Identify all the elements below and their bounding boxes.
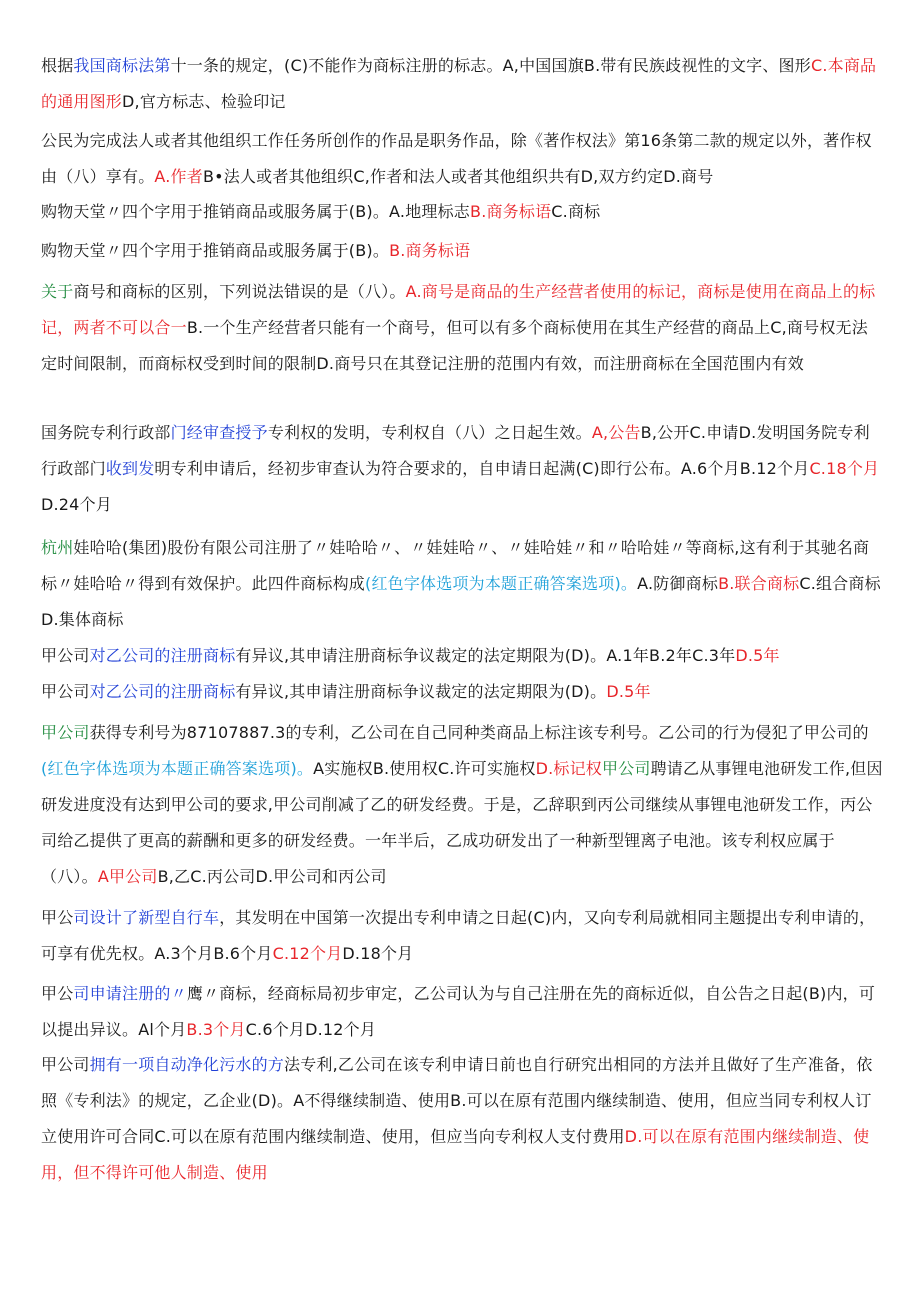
question-work-copyright: 公民为完成法人或者其他组织工作任务所创作的作品是职务作品，除《著作权法》第16条第二款的规定以外，著作权由（八）享有。A.作者B•法人或者其他组织C,作者和法人或者其他组织共有D,双方约定D.商号 — [41, 131, 872, 186]
question-bicycle-priority: 甲公司设计了新型自行车，其发明在中国第一次提出专利申请之日起(C)内，又向专利局就相同主题提出专利申请的，可享有优先权。A.3个月B.6个月C.12个月D.18个月 — [41, 908, 876, 963]
question-patent-effective-date: 国务院专利行政部门经审查授予专利权的发明，专利权自（八）之日起生效。A,公告B,公开C.申请D.发明国务院专利行政部门收到发明专利申请后，经初步审查认为符合要求的，自申请日起满(C)即行公布。A.6个月B.12个月C.18个月D.24个月 — [41, 423, 880, 514]
question-trademark-article-11: 根据我国商标法第十一条的规定，(C)不能作为商标注册的标志。A,中国国旗B.带有民族歧视性的文字、图形C.本商品的通用图形D,官方标志、检验印记 — [41, 56, 877, 111]
question-tradename-vs-trademark: 关于商号和商标的区别，下列说法错误的是（八）。A.商号是商品的生产经营者使用的标记，商标是使用在商品上的标记，两者不可以合一B.一个生产经营者只能有一个商号，但可以有多个商标使用在其生产经营的商品上C,商号权无法定时间限制，而商标权受到时间的限制D.商号只在其登记注册的范围内有效，而注册商标在全国范围内有效 — [41, 282, 876, 373]
question-patent-mark-and-battery: 甲公司获得专利号为87107887.3的专利，乙公司在自己同种类商品上标注该专利号。乙公司的行为侵犯了甲公司的(红色字体选项为本题正确答案选项)。A实施权B.使用权C.许可实施权D.标记权甲公司聘请乙从事锂电池研发工作,但因研发进度没有达到甲公司的要求,甲公司削减了乙的研发经费。于是，乙辞职到丙公司继续从事锂电池研发工作，丙公司给乙提供了更高的薪酬和更多的研发经费。一年半后，乙成功研发出了一种新型锂离子电池。该专利权应属于（八）。A甲公司B,乙C.丙公司D.甲公司和丙公司 — [41, 723, 883, 886]
question-prior-use-right: 甲公司拥有一项自动净化污水的方法专利,乙公司在该专利申请日前也自行研究出相同的方法并且做好了生产准备，依照《专利法》的规定，乙企业(D)。A不得继续制造、使用B.可以在原有范围内继续制造、使用，但应当同专利权人订立使用许可合同C.可以在原有范围内继续制造、使用，但应当向专利权人支付费用D.可以在原有范围内继续制造、使用，但不得许可他人制造、使用 — [41, 1055, 873, 1182]
question-eagle-trademark-objection: 甲公司申请注册的〃鹰〃商标，经商标局初步审定，乙公司认为与自己注册在先的商标近似，自公告之日起(B)内，可以提出异议。Al个月B.3个月C.6个月D.12个月 — [41, 984, 876, 1039]
question-shopping-paradise-1: 购物天堂〃四个字用于推销商品或服务属于(B)。A.地理标志B.商务标语C.商标 — [41, 202, 601, 221]
question-dispute-period-2: 甲公司对乙公司的注册商标有异议,其申请注册商标争议裁定的法定期限为(D)。D.5年 — [41, 682, 651, 701]
question-wahaha-trademarks: 杭州娃哈哈(集团)股份有限公司注册了〃娃哈哈〃、〃娃娃哈〃、〃娃哈娃〃和〃哈哈娃〃等商标,这有利于其驰名商标〃娃哈哈〃得到有效保护。此四件商标构成(红色字体选项为本题正确答案选项)。A.防御商标B.联合商标C.组合商标D.集体商标 — [41, 538, 881, 629]
question-dispute-period-1: 甲公司对乙公司的注册商标有异议,其申请注册商标争议裁定的法定期限为(D)。A.1年B.2年C.3年D.5年 — [41, 646, 780, 665]
question-shopping-paradise-2: 购物天堂〃四个字用于推销商品或服务属于(B)。B.商务标语 — [41, 241, 471, 260]
